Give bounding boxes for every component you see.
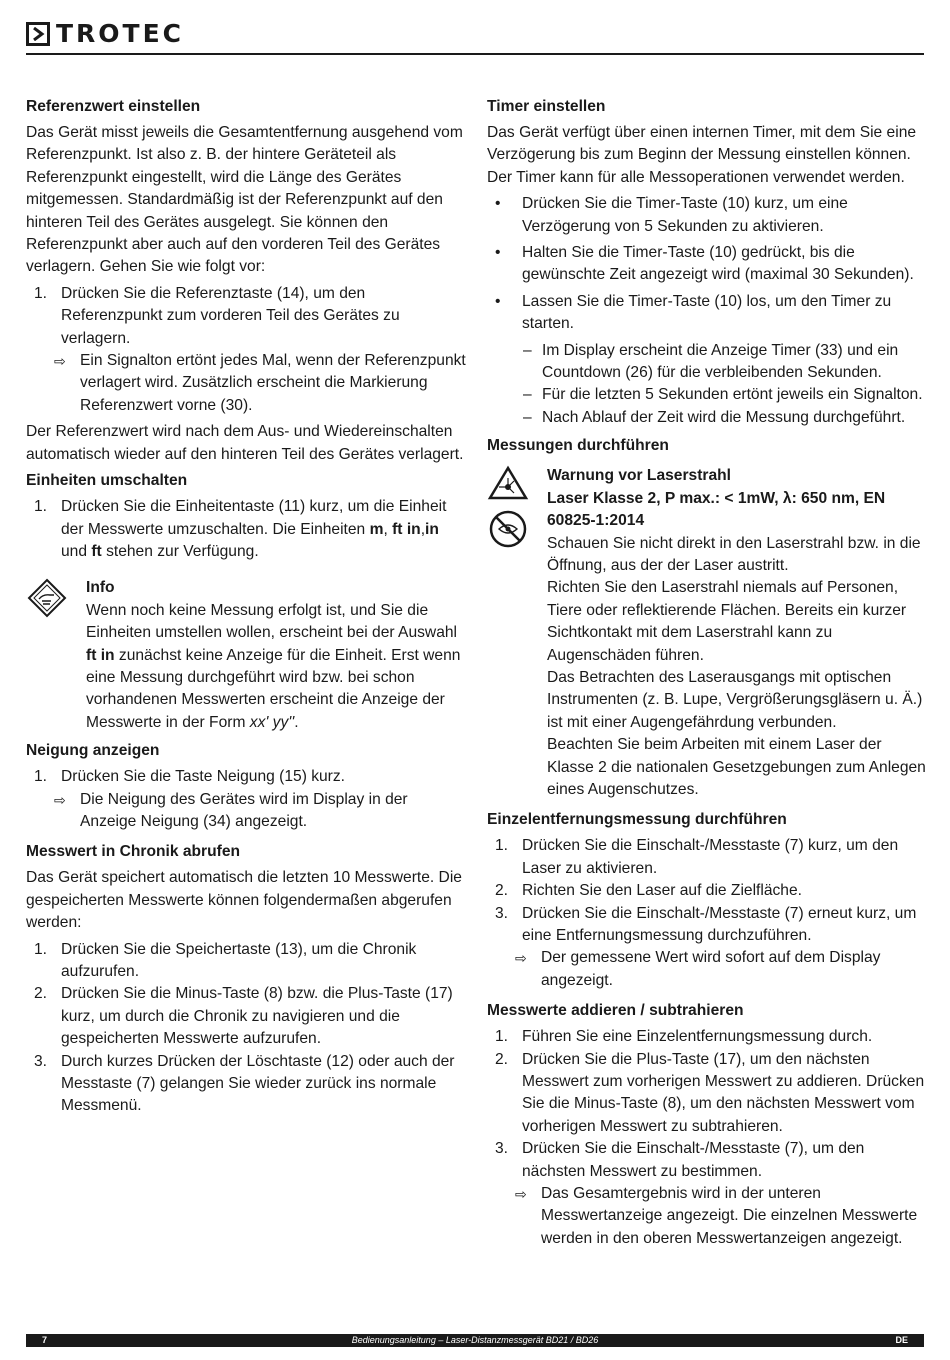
bullet-text: Halten Sie die Timer-Taste (10) gedrückt, bis die gewünschte Zeit angezeigt wird (maximal 30 Sekunden). <box>522 244 914 284</box>
step-item <box>487 835 927 880</box>
paragraph: Das Gerät speichert automatisch die letzten 10 Messwerte. Die gespeicherten Messwerte können folgendermaßen abgerufen werden: <box>26 869 462 932</box>
step-item <box>487 1138 927 1183</box>
text-run: Drücken Sie die Einheitentaste (11) kurz, um die Einheit der Messwerte umzuschalten. Die Einheiten <box>61 498 447 538</box>
step-item <box>26 283 466 350</box>
step-item <box>26 1051 466 1118</box>
trotec-logo <box>26 20 924 48</box>
text-run: stehen zur Verfügung. <box>101 542 259 560</box>
footer-title: Bedienungsanleitung – Laser-Distanzmessgerät BD21 / BD26 <box>351 1335 599 1345</box>
page-footer <box>26 1334 924 1347</box>
step-item <box>487 1049 927 1139</box>
section-title: Neigung anzeigen <box>26 742 160 760</box>
result-arrow-icon: ⇨ <box>54 791 66 808</box>
step-item <box>26 496 466 563</box>
result-arrow-icon: ⇨ <box>54 353 66 370</box>
step-number: 3. <box>495 1140 509 1158</box>
dash-text: Im Display erscheint die Anzeige Timer (33) und ein Countdown (26) für die verbleibenden Sekunden. <box>542 341 899 382</box>
section-units <box>26 470 466 563</box>
info-hand-icon <box>26 577 86 734</box>
warning-text: Das Betrachten des Laserausgangs mit optischen Instrumenten (z. B. Lupe, Vergrößerungsgläsern u. Ä.) ist mit einer Augengefährdung verbunden. <box>547 668 923 731</box>
step-item <box>26 766 466 788</box>
text-run: , <box>420 520 426 538</box>
bullet-icon: • <box>495 195 501 213</box>
bullet-item <box>487 242 927 287</box>
info-box <box>26 577 466 734</box>
section-title: Messungen durchführen <box>487 437 669 455</box>
warning-text: Beachten Sie beim Arbeiten mit einem Laser der Klasse 2 die nationalen Gesetzgebungen zum Anlegen eines Augenschutzes. <box>547 736 926 798</box>
step-number: 1. <box>495 837 509 855</box>
dash-item <box>487 407 927 429</box>
result-text: Ein Signalton ertönt jedes Mal, wenn der Referenzpunkt verlagert wird. Zusätzlich erscheint die Markierung Referenzwert vorne (30). <box>80 352 466 414</box>
dash-icon: – <box>523 341 532 359</box>
result-item <box>26 350 466 417</box>
step-text: Drücken Sie die Taste Neigung (15) kurz. <box>61 768 346 786</box>
unit-ft: ft <box>91 542 102 560</box>
step-number: 3. <box>34 1052 48 1070</box>
bullet-icon: • <box>495 244 501 262</box>
unit-in: in <box>425 520 439 538</box>
page-header <box>26 20 924 48</box>
section-single <box>487 809 927 992</box>
dash-text: Für die letzten 5 Sekunden ertönt jeweils ein Signalton. <box>542 386 923 404</box>
logo-chevron-icon <box>26 22 50 46</box>
laser-class: Laser Klasse 2, P max.: < 1mW, λ: 650 nm, EN 60825-1:2014 <box>547 489 886 530</box>
section-title: Referenzwert einstellen <box>26 98 201 115</box>
step-text: Drücken Sie die Plus-Taste (17), um den nächsten Messwert zum vorherigen Messwert zu addieren. Drücken Sie die Minus-Taste (8), um den nächsten Messwert vom vorherigen Messwert zu subtrahieren. <box>522 1050 925 1135</box>
step-text: Drücken Sie die Speichertaste (13), um die Chronik aufzurufen. <box>61 940 417 980</box>
step-item <box>487 880 927 902</box>
text-run: Wenn noch keine Messung erfolgt ist, und Sie die Einheiten umstellen wollen, erscheint bei der Auswahl <box>86 601 457 642</box>
language-code: DE <box>895 1335 908 1345</box>
dash-text: Nach Ablauf der Zeit wird die Messung durchgeführt. <box>542 408 906 426</box>
step-number: 2. <box>34 985 48 1003</box>
dash-icon: – <box>523 408 532 426</box>
text-italic: xx' yy'' <box>249 713 295 731</box>
bullet-item <box>487 291 927 336</box>
header-rule <box>26 53 924 55</box>
warning-text: Richten Sie den Laserstrahl niemals auf Personen, Tiere oder reflektierende Flächen. Bereits ein kurzer Sichtkontakt mit dem Laserstrahl kann zu Augenschäden führen. <box>547 579 907 664</box>
step-number: 2. <box>495 1050 509 1068</box>
step-item <box>487 1026 927 1048</box>
section-addsub <box>487 1000 927 1250</box>
laser-warning-triangle-icon <box>487 465 529 501</box>
bullet-text: Lassen Sie die Timer-Taste (10) los, um den Timer zu starten. <box>522 292 892 333</box>
step-text: Durch kurzes Drücken der Löschtaste (12) oder auch der Messtaste (7) gelangen Sie wieder zurück ins normale Messmenü. <box>61 1052 455 1115</box>
dash-icon: – <box>523 386 532 404</box>
bullet-icon: • <box>495 292 501 310</box>
warning-title: Warnung vor Laserstrahl <box>547 467 731 485</box>
section-title: Messwert in Chronik abrufen <box>26 843 241 861</box>
step-text: Drücken Sie die Einschalt-/Messtaste (7), um den nächsten Messwert zu bestimmen. <box>522 1140 865 1180</box>
result-text: Der gemessene Wert wird sofort auf dem Display angezeigt. <box>541 949 881 989</box>
result-text: Das Gesamtergebnis wird in der unteren Messwertanzeige angezeigt. Die einzelnen Messwerte werden in den oberen Messwertanzeigen angezeigt. <box>541 1185 918 1247</box>
warning-text: Schauen Sie nicht direkt in den Laserstrahl bzw. in die Öffnung, aus der der Laser austritt. <box>547 534 921 574</box>
step-text: Richten Sie den Laser auf die Zielfläche. <box>522 882 802 900</box>
step-text <box>61 498 446 560</box>
step-text: Drücken Sie die Minus-Taste (8) bzw. die Plus-Taste (17) kurz, um durch die Chronik zu navigieren und die gespeicherten Messwerte aufzurufen. <box>61 985 453 1048</box>
section-history <box>26 841 466 1117</box>
section-title: Messwerte addieren / subtrahieren <box>487 1002 744 1020</box>
text-run: zunächst keine Anzeige für die Einheit. Erst wenn eine Messung durchgeführt wird bzw. bei schon vorhandenen Messwerten erscheint die Anzeige der Messwerte in der Form <box>86 646 461 731</box>
warning-icons <box>487 465 547 801</box>
step-number: 3. <box>495 904 509 922</box>
step-item <box>26 939 466 984</box>
right-column <box>487 96 927 1252</box>
section-title: Timer einstellen <box>487 98 606 115</box>
bullet-item <box>487 193 927 238</box>
no-eye-laser-icon <box>487 509 529 549</box>
laser-warning-box <box>487 465 927 801</box>
section-tilt <box>26 740 466 833</box>
section-timer <box>487 96 927 429</box>
result-item <box>26 789 466 834</box>
step-number: 1. <box>34 284 48 302</box>
text-run: . <box>294 713 299 731</box>
step-item <box>487 903 927 948</box>
step-text: Führen Sie eine Einzelentfernungsmessung durch. <box>522 1028 873 1046</box>
paragraph: Das Gerät misst jeweils die Gesamtentfernung ausgehend vom Referenzpunkt. Ist also z. B. der hintere Geräteteil als Referenzpunkt eingestellt, wird die Länge des Gerätes mitgemessen. Standardmäßig ist der Referenzpunkt auf den hinteren Teil des Gerätes ausgelegt. Sie können den Referenzpunkt aber auch auf den vorderen Teil des Gerätes verlagern. Gehen Sie wie folgt vor: <box>26 124 463 276</box>
section-reference <box>26 96 466 466</box>
step-number: 1. <box>495 1028 509 1046</box>
info-title: Info <box>86 579 115 597</box>
unit-ftin: ft in <box>392 520 421 538</box>
step-text: Drücken Sie die Einschalt-/Messtaste (7) erneut kurz, um eine Entfernungsmessung durchzuführen. <box>522 904 917 944</box>
step-number: 1. <box>34 768 48 786</box>
section-title: Einheiten umschalten <box>26 472 188 490</box>
text-run: und <box>61 542 92 560</box>
text-bold: ft in <box>86 646 115 664</box>
paragraph: Das Gerät verfügt über einen internen Timer, mit dem Sie eine Verzögerung bis zum Beginn der Messung einstellen können. Der Timer kann für alle Messoperationen verwendet werden. <box>487 124 917 186</box>
section-measure <box>487 435 927 801</box>
step-text: Drücken Sie die Einschalt-/Messtaste (7) kurz, um den Laser zu aktivieren. <box>522 837 899 877</box>
result-arrow-icon: ⇨ <box>515 1186 527 1203</box>
step-number: 1. <box>34 498 48 516</box>
result-item <box>487 947 927 992</box>
info-text <box>86 600 466 734</box>
brand-name: TROTEC <box>56 19 185 48</box>
page-number: 7 <box>42 1335 48 1345</box>
dash-item <box>487 340 927 385</box>
bullet-text: Drücken Sie die Timer-Taste (10) kurz, um eine Verzögerung von 5 Sekunden zu aktivieren. <box>522 195 848 235</box>
dash-item <box>487 384 927 406</box>
paragraph: Der Referenzwert wird nach dem Aus- und Wiedereinschalten automatisch wieder auf den hinteren Teil des Gerätes verlagert. <box>26 423 464 463</box>
text-run: , <box>383 520 393 538</box>
step-item <box>26 983 466 1050</box>
section-title: Einzelentfernungsmessung durchführen <box>487 811 787 829</box>
step-text: Drücken Sie die Referenztaste (14), um den Referenzpunkt zum vorderen Teil des Gerätes zu verlagern. <box>61 284 400 347</box>
step-number: 1. <box>34 940 48 958</box>
result-text: Die Neigung des Gerätes wird im Display in der Anzeige Neigung (34) angezeigt. <box>80 790 408 830</box>
left-column <box>26 96 466 1120</box>
unit-m: m <box>369 520 384 538</box>
result-item <box>487 1183 927 1250</box>
step-number: 2. <box>495 882 509 900</box>
result-arrow-icon: ⇨ <box>515 950 527 967</box>
